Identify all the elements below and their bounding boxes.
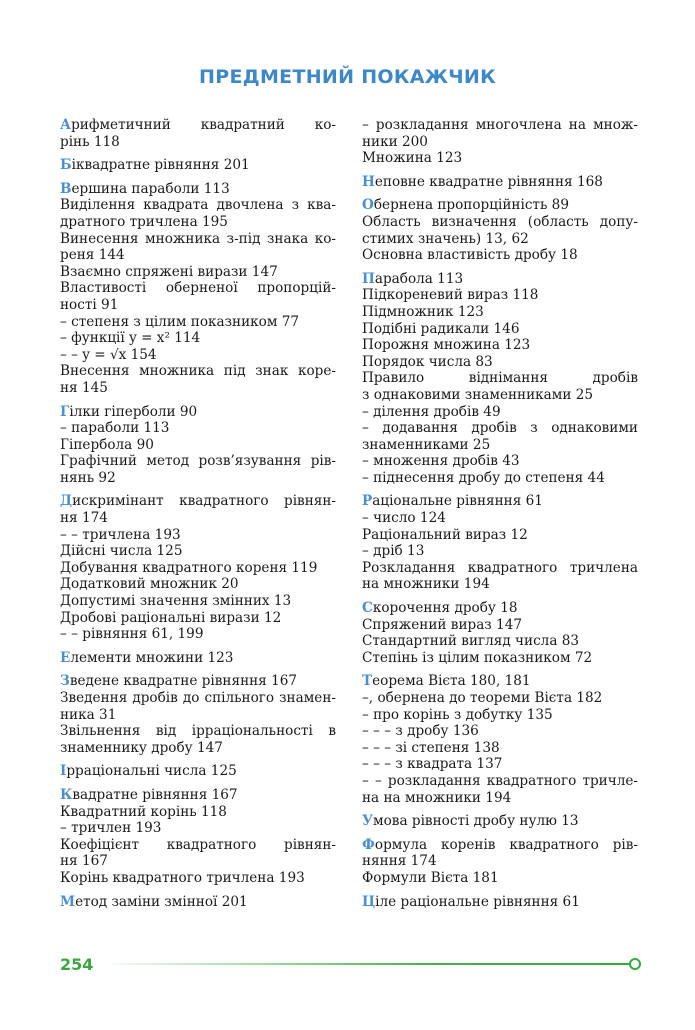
index-initial-letter: К <box>60 786 73 803</box>
index-line-text: Підкореневий вираз 118 <box>362 287 539 304</box>
index-line-text: лементи множини 123 <box>70 649 234 666</box>
index-line-text: ведене квадратне рівняння 167 <box>69 673 298 690</box>
index-line-text: – число 124 <box>362 510 446 527</box>
index-line-text: – додавання дробів з однаковими <box>362 420 638 437</box>
page-title: ПРЕДМЕТНИЙ ПОКАЖЧИК <box>199 66 496 88</box>
index-line-text: Дробові раціональні вирази 12 <box>60 609 282 626</box>
index-line-text: ня 174 <box>60 510 108 527</box>
index-line <box>362 247 638 264</box>
index-line <box>362 287 638 304</box>
index-line <box>362 174 638 191</box>
index-line-text: мова рівності дробу нулю 13 <box>373 813 579 830</box>
index-line-text: Дійсні числа 125 <box>60 543 183 560</box>
index-initial-letter: С <box>362 600 373 617</box>
index-line-text: нянь 92 <box>60 469 116 486</box>
index-initial-letter: Р <box>362 493 373 510</box>
index-line <box>362 404 638 421</box>
index-line <box>60 723 336 740</box>
index-initial-letter: П <box>362 270 375 287</box>
index-entry <box>362 197 638 263</box>
index-line-text: Зведення дробів до спільного знамен- <box>60 690 336 706</box>
index-line-text: іквадратне рівняння 201 <box>71 157 250 174</box>
index-entry <box>362 493 638 593</box>
index-entry <box>60 894 336 911</box>
index-line-text: ники 200 <box>362 133 428 150</box>
index-line-text: дратного тричлена 195 <box>60 213 228 230</box>
index-line-text: Звільнення від ірраціональності в <box>60 723 336 740</box>
index-line <box>362 437 638 454</box>
index-initial-letter: Е <box>60 649 71 666</box>
index-entry <box>362 813 638 830</box>
index-line-text: Область визначення (область допу- <box>362 213 638 230</box>
index-left-column <box>60 117 336 917</box>
index-line <box>60 330 336 347</box>
index-line <box>362 740 638 757</box>
index-line-text: вадратне рівняння 167 <box>72 786 238 803</box>
index-line-text: – – – зі степеня 138 <box>362 739 500 756</box>
index-line <box>60 543 336 560</box>
index-initial-letter: Б <box>60 157 72 174</box>
index-line-text: Корінь квадратного тричлена 193 <box>60 869 305 886</box>
index-line-text: Коефіцієнт квадратного рівнян- <box>60 836 336 853</box>
index-line <box>362 420 638 437</box>
index-line-text: Гіпербола 90 <box>60 436 154 453</box>
index-line-text: рраціональні числа 125 <box>66 763 237 780</box>
index-line <box>60 650 336 667</box>
index-line <box>362 231 638 248</box>
index-line <box>60 297 336 314</box>
index-line-text: на на множники 194 <box>362 789 512 806</box>
index-line-text: стимих значень) 13, 62 <box>362 230 529 247</box>
index-line <box>362 470 638 487</box>
index-line <box>362 370 638 387</box>
index-line <box>362 853 638 870</box>
index-entry <box>60 763 336 780</box>
index-line <box>60 157 336 174</box>
index-line <box>60 347 336 364</box>
index-line-text: Розкладання квадратного тричлена <box>362 559 638 576</box>
index-line-text: Спряжений вираз 147 <box>362 616 522 633</box>
index-line <box>60 787 336 804</box>
index-line <box>362 134 638 151</box>
index-line <box>362 271 638 288</box>
index-line-text: Підмножник 123 <box>362 303 484 320</box>
index-line-text: няння 174 <box>362 853 437 870</box>
index-line <box>362 837 638 854</box>
index-line <box>362 387 638 404</box>
index-line-text: Добування квадратного кореня 119 <box>60 559 318 576</box>
index-line <box>60 527 336 544</box>
index-line-text: Винесення множника з-під знака ко- <box>60 230 336 247</box>
index-line <box>60 690 336 707</box>
index-line <box>60 610 336 627</box>
index-line <box>60 820 336 837</box>
index-line <box>60 247 336 264</box>
index-line-text: Правило віднімання дробів <box>362 370 638 387</box>
index-line-text: Стандартний вигляд числа 83 <box>362 633 580 650</box>
index-line <box>60 707 336 724</box>
index-line <box>362 493 638 510</box>
index-line-text: аціональне рівняння 61 <box>372 493 543 510</box>
index-line <box>362 813 638 830</box>
index-line-text: Виділення квадрата двочлена з ква- <box>60 197 336 214</box>
index-line <box>60 264 336 281</box>
index-entry <box>362 271 638 487</box>
index-line <box>362 723 638 740</box>
index-line <box>60 576 336 593</box>
index-line-text: ершина параболи 113 <box>71 180 230 197</box>
index-line-text: еорема Вієта 180, 181 <box>372 673 531 690</box>
index-entry <box>362 894 638 911</box>
index-initial-letter: Г <box>60 403 70 420</box>
index-entry <box>60 673 336 756</box>
index-line-text: Раціональний вираз 12 <box>362 526 528 543</box>
index-line <box>362 337 638 354</box>
index-initial-letter: У <box>362 813 374 830</box>
index-line <box>60 626 336 643</box>
index-line-text: – – рівняння 61, 199 <box>60 626 204 643</box>
index-entry <box>362 174 638 191</box>
index-line <box>362 576 638 593</box>
index-line-text: еповне квадратне рівняння 168 <box>374 173 603 190</box>
index-line-text: Подібні радикали 146 <box>362 320 520 337</box>
index-entry <box>362 673 638 806</box>
index-line-text: – – y = √x 154 <box>60 346 157 363</box>
index-line-text: рифметичний квадратний ко- <box>71 117 336 133</box>
index-line-text: Допустимі значення змінних 13 <box>60 593 292 610</box>
index-line-text: арабола 113 <box>374 270 464 287</box>
index-initial-letter: І <box>60 763 67 780</box>
index-line <box>60 804 336 821</box>
index-line <box>60 853 336 870</box>
index-line-text: – про корінь з добутку 135 <box>362 706 553 723</box>
index-line <box>362 673 638 690</box>
index-initial-letter: В <box>60 180 72 197</box>
footer-rule <box>112 963 632 965</box>
index-line <box>60 510 336 527</box>
index-entry <box>60 181 336 397</box>
index-line-text: на множники 194 <box>362 576 490 593</box>
index-line <box>362 707 638 724</box>
index-initial-letter: А <box>60 117 72 133</box>
index-entry <box>60 787 336 887</box>
page-number: 254 <box>60 955 94 974</box>
index-line-text: – параболи 113 <box>60 420 170 437</box>
index-line-text: Додатковий множник 20 <box>60 576 239 593</box>
index-line <box>60 117 336 134</box>
footer-circle-icon <box>629 958 641 970</box>
index-line-text: корочення дробу 18 <box>372 600 518 617</box>
index-entry <box>362 600 638 666</box>
index-line <box>362 117 638 134</box>
index-line-text: Формули Вієта 181 <box>362 869 499 886</box>
index-entry <box>60 157 336 174</box>
index-line-text: іле раціональне рівняння 61 <box>375 893 580 910</box>
index-line-text: Множина 123 <box>362 150 463 167</box>
index-line <box>362 510 638 527</box>
index-line <box>60 214 336 231</box>
index-line <box>60 437 336 454</box>
index-line-text: Взаємно спряжені вирази 147 <box>60 263 278 280</box>
index-line <box>362 690 638 707</box>
index-initial-letter: Д <box>60 493 73 510</box>
index-line <box>60 673 336 690</box>
index-line <box>362 304 638 321</box>
index-line-text: ілки гіперболи 90 <box>69 403 198 420</box>
index-entry <box>362 117 638 167</box>
index-line <box>60 280 336 297</box>
index-line <box>60 740 336 757</box>
index-line <box>60 560 336 577</box>
index-line <box>362 214 638 231</box>
index-line <box>60 134 336 151</box>
index-line <box>60 404 336 421</box>
index-initial-letter: Н <box>362 173 375 190</box>
index-initial-letter: Ф <box>362 836 375 853</box>
index-initial-letter: Т <box>362 673 373 690</box>
index-line-text: – множення дробів 43 <box>362 453 520 470</box>
index-line <box>362 894 638 911</box>
index-right-column <box>362 117 638 917</box>
index-line-text: Порядок числа 83 <box>362 353 493 370</box>
index-line <box>362 527 638 544</box>
index-line-text: – дріб 13 <box>362 543 425 560</box>
index-line-text: бернена пропорційність 89 <box>373 197 569 214</box>
index-line <box>60 837 336 854</box>
index-line <box>60 493 336 510</box>
index-line-text: ня 167 <box>60 853 108 870</box>
index-initial-letter: О <box>362 197 374 214</box>
index-line <box>60 380 336 397</box>
index-line <box>362 617 638 634</box>
index-line <box>60 470 336 487</box>
index-line <box>362 543 638 560</box>
index-initial-letter: З <box>60 673 70 690</box>
index-line <box>362 650 638 667</box>
index-line <box>362 197 638 214</box>
index-entry <box>60 117 336 150</box>
index-line-text: искримінант квадратного рівнян- <box>72 493 336 510</box>
index-line-text: ності 91 <box>60 296 119 313</box>
index-line <box>362 321 638 338</box>
index-line <box>362 773 638 790</box>
index-line <box>60 593 336 610</box>
index-line <box>362 600 638 617</box>
index-initial-letter: М <box>60 893 76 910</box>
index-line <box>362 150 638 167</box>
index-line-text: – – тричлена 193 <box>60 526 181 543</box>
index-line <box>362 870 638 887</box>
index-entry <box>362 837 638 887</box>
index-line-text: Основна властивість дробу 18 <box>362 247 578 264</box>
index-line <box>60 231 336 248</box>
index-line-text: Порожня множина 123 <box>362 337 531 354</box>
index-line-text: ника 31 <box>60 706 117 723</box>
index-line <box>60 197 336 214</box>
index-line <box>60 181 336 198</box>
index-line-text: Внесення множника під знак коре- <box>60 363 336 380</box>
index-line-text: – розкладання многочлена на множ- <box>362 117 638 133</box>
index-initial-letter: Ц <box>362 893 376 910</box>
index-line <box>60 870 336 887</box>
index-line-text: Графічний метод розв’язування рів- <box>60 453 336 470</box>
index-line-text: Квадратний корінь 118 <box>60 803 227 820</box>
index-line <box>60 363 336 380</box>
index-line-text: рінь 118 <box>60 133 120 150</box>
index-line-text: знаменнику дробу 147 <box>60 739 223 756</box>
index-line-text: Степінь із цілим показником 72 <box>362 649 593 666</box>
index-line-text: – ділення дробів 49 <box>362 403 501 420</box>
index-line-text: Властивості оберненої пропорцій- <box>60 280 336 297</box>
index-line <box>60 763 336 780</box>
index-line <box>60 314 336 331</box>
index-line-text: – піднесення дробу до степеня 44 <box>362 469 605 486</box>
index-line <box>362 790 638 807</box>
index-entry <box>60 404 336 487</box>
index-line <box>362 354 638 371</box>
index-line <box>362 560 638 577</box>
index-line-text: –, обернена до теореми Вієта 182 <box>362 690 603 706</box>
index-line-text: – – – з дробу 136 <box>362 723 479 740</box>
index-line <box>60 420 336 437</box>
index-line-text: з однаковими знаменниками 25 <box>362 386 594 403</box>
index-line <box>362 453 638 470</box>
index-entry <box>60 650 336 667</box>
index-line-text: – тричлен 193 <box>60 820 162 837</box>
index-line-text: етод заміни змінної 201 <box>75 893 248 910</box>
index-line <box>60 894 336 911</box>
index-line-text: реня 144 <box>60 247 125 264</box>
index-line-text: – – – з квадрата 137 <box>362 756 503 773</box>
index-line <box>362 756 638 773</box>
index-line <box>362 633 638 650</box>
index-line-text: ня 145 <box>60 379 108 396</box>
index-line-text: – – розкладання квадратного тричле- <box>362 772 638 789</box>
index-line <box>60 453 336 470</box>
index-line-text: – степеня з цілим показником 77 <box>60 313 300 330</box>
index-line-text: – функції y = x² 114 <box>60 330 201 347</box>
index-line-text: знаменниками 25 <box>362 436 491 453</box>
index-line-text: ормула коренів квадратного рів- <box>374 836 638 853</box>
index-entry <box>60 493 336 642</box>
